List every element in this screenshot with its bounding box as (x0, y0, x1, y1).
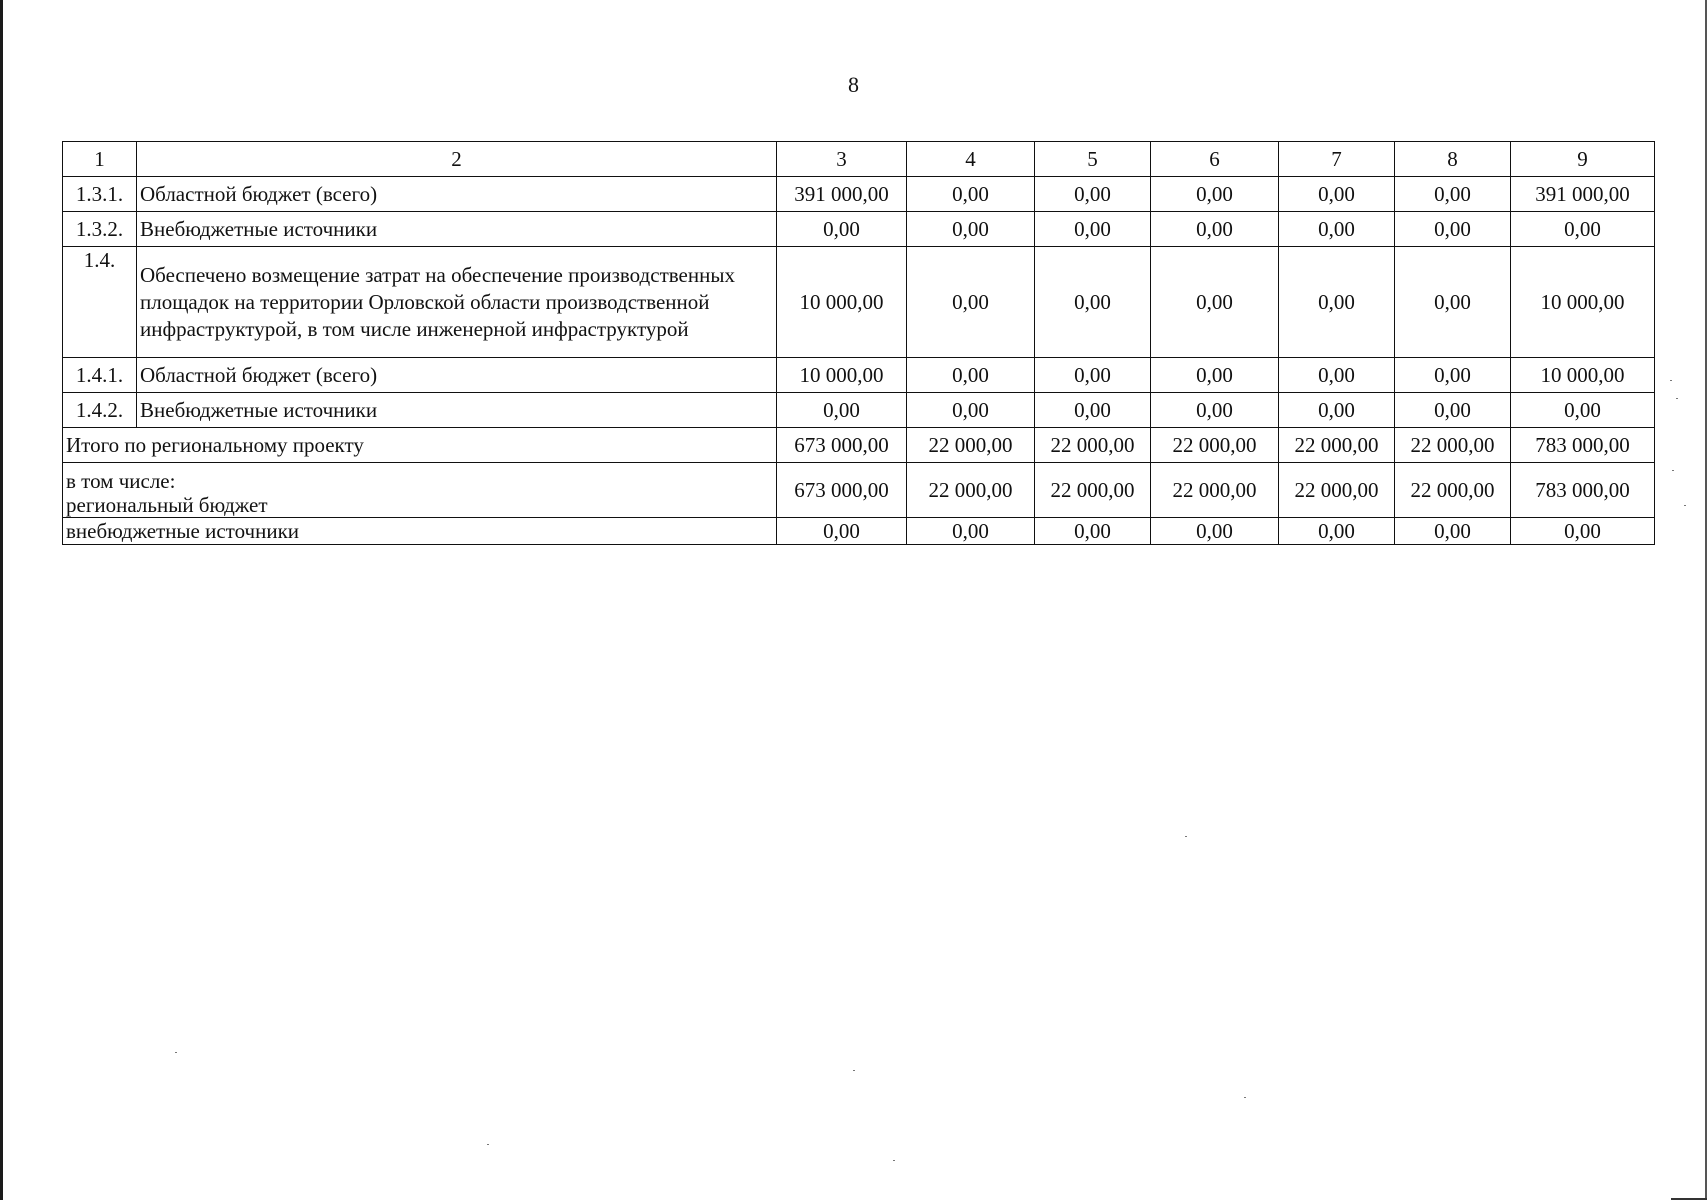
value-cell: 0,00 (1035, 393, 1151, 428)
value-cell: 0,00 (1395, 247, 1511, 358)
value-cell: 0,00 (1035, 518, 1151, 545)
table-row (63, 358, 1655, 393)
row-code: 1.3.1. (63, 177, 137, 212)
value-cell: 0,00 (1151, 358, 1279, 393)
summary-row-regional (63, 463, 1655, 518)
value-cell: 0,00 (777, 212, 907, 247)
value-cell: 10 000,00 (777, 247, 907, 358)
scan-speck (487, 1144, 489, 1145)
table-row (63, 393, 1655, 428)
value-cell: 783 000,00 (1511, 463, 1655, 518)
table-row (63, 247, 1655, 358)
value-cell: 0,00 (907, 247, 1035, 358)
header-cell: 5 (1035, 142, 1151, 177)
value-cell: 22 000,00 (907, 463, 1035, 518)
value-cell: 0,00 (1279, 247, 1395, 358)
summary-label: Итого по региональному проекту (63, 428, 777, 463)
value-cell: 22 000,00 (1151, 463, 1279, 518)
summary-label (63, 463, 777, 518)
value-cell: 0,00 (1511, 393, 1655, 428)
table-header-row (63, 142, 1655, 177)
value-cell: 0,00 (1035, 358, 1151, 393)
value-cell: 0,00 (1395, 358, 1511, 393)
header-cell: 6 (1151, 142, 1279, 177)
summary-row-extrabudget (63, 518, 1655, 545)
header-cell: 8 (1395, 142, 1511, 177)
value-cell: 22 000,00 (907, 428, 1035, 463)
row-code: 1.4.1. (63, 358, 137, 393)
value-cell: 0,00 (1279, 212, 1395, 247)
value-cell: 0,00 (1279, 393, 1395, 428)
value-cell: 0,00 (907, 393, 1035, 428)
value-cell: 673 000,00 (777, 428, 907, 463)
table-row (63, 212, 1655, 247)
table-row (63, 177, 1655, 212)
value-cell: 0,00 (1511, 518, 1655, 545)
value-cell: 22 000,00 (1035, 463, 1151, 518)
value-cell: 0,00 (1395, 212, 1511, 247)
summary-row-total (63, 428, 1655, 463)
row-code: 1.4. (63, 247, 137, 358)
value-cell: 22 000,00 (1035, 428, 1151, 463)
scan-speck (893, 1160, 895, 1161)
scan-edge-left (0, 0, 3, 1200)
header-cell: 9 (1511, 142, 1655, 177)
header-cell: 3 (777, 142, 907, 177)
budget-table (62, 141, 1655, 545)
value-cell: 0,00 (907, 358, 1035, 393)
value-cell: 22 000,00 (1279, 428, 1395, 463)
value-cell: 0,00 (777, 393, 907, 428)
scan-speck (1185, 836, 1187, 837)
scan-speck (1684, 505, 1686, 506)
value-cell: 0,00 (1279, 177, 1395, 212)
value-cell: 10 000,00 (1511, 358, 1655, 393)
value-cell: 0,00 (1151, 247, 1279, 358)
header-cell: 2 (137, 142, 777, 177)
page-number: 8 (848, 72, 859, 97)
value-cell: 0,00 (1151, 177, 1279, 212)
value-cell: 0,00 (907, 212, 1035, 247)
header-cell: 7 (1279, 142, 1395, 177)
value-cell: 391 000,00 (1511, 177, 1655, 212)
value-cell: 0,00 (907, 177, 1035, 212)
scan-speck (175, 1052, 177, 1053)
value-cell: 0,00 (1035, 247, 1151, 358)
value-cell: 0,00 (1395, 393, 1511, 428)
scan-speck (1670, 380, 1672, 381)
row-name: Областной бюджет (всего) (137, 177, 777, 212)
value-cell: 0,00 (1151, 212, 1279, 247)
summary-label-line1: в том числе: (66, 469, 176, 493)
value-cell: 0,00 (1151, 393, 1279, 428)
row-name: Внебюджетные источники (137, 212, 777, 247)
value-cell: 10 000,00 (1511, 247, 1655, 358)
value-cell: 0,00 (1395, 518, 1511, 545)
header-cell: 4 (907, 142, 1035, 177)
value-cell: 22 000,00 (1151, 428, 1279, 463)
row-code: 1.4.2. (63, 393, 137, 428)
scan-speck (1244, 1097, 1246, 1098)
row-name: Внебюджетные источники (137, 393, 777, 428)
value-cell: 0,00 (1279, 518, 1395, 545)
row-name: Областной бюджет (всего) (137, 358, 777, 393)
value-cell: 0,00 (777, 518, 907, 545)
value-cell: 0,00 (907, 518, 1035, 545)
scan-speck (1676, 398, 1678, 399)
scan-speck (1672, 470, 1674, 471)
value-cell: 22 000,00 (1279, 463, 1395, 518)
value-cell: 0,00 (1511, 212, 1655, 247)
value-cell: 0,00 (1395, 177, 1511, 212)
value-cell: 0,00 (1035, 177, 1151, 212)
row-code: 1.3.2. (63, 212, 137, 247)
value-cell: 22 000,00 (1395, 428, 1511, 463)
value-cell: 783 000,00 (1511, 428, 1655, 463)
value-cell: 0,00 (1035, 212, 1151, 247)
summary-label: внебюджетные источники (63, 518, 777, 545)
summary-label-line2: региональный бюджет (66, 493, 268, 517)
scan-speck (853, 1070, 855, 1071)
row-name: Обеспечено возмещение затрат на обеспечение производственных площадок на территории Орловской области производственной инфраструктурой, в том числе инженерной инфраструктурой (137, 247, 777, 358)
value-cell: 0,00 (1151, 518, 1279, 545)
value-cell: 22 000,00 (1395, 463, 1511, 518)
value-cell: 0,00 (1279, 358, 1395, 393)
value-cell: 391 000,00 (777, 177, 907, 212)
value-cell: 673 000,00 (777, 463, 907, 518)
header-cell: 1 (63, 142, 137, 177)
value-cell: 10 000,00 (777, 358, 907, 393)
